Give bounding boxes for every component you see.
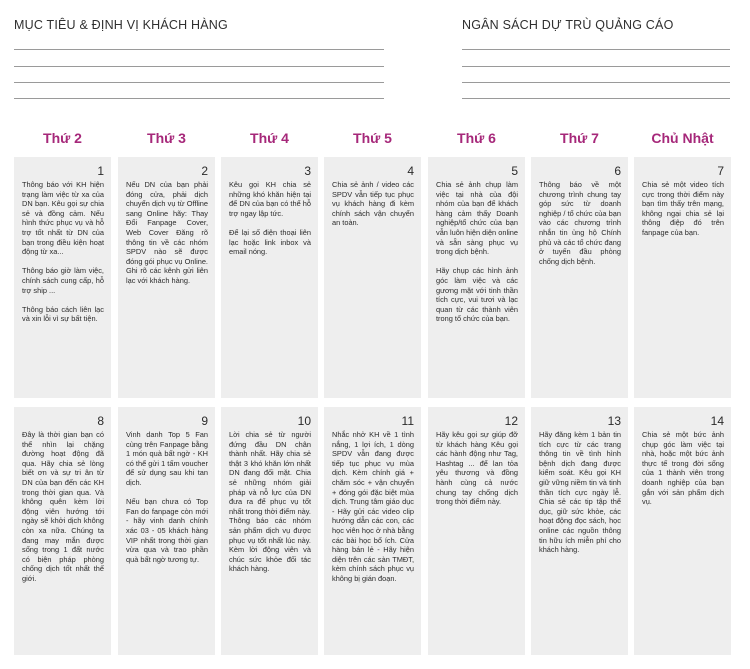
day-number: 1 [97, 164, 104, 178]
budget-line-4 [462, 98, 730, 99]
day-content: Vinh danh Top 5 Fan cùng trên Fanpage bằng 1 món quà bất ngờ - KH có thể gửi 1 tấm voucher để sử dụng sau khi tan dịch. Nếu bạn chưa có Top Fan do fanpage còn mới - hãy vinh danh chính xác 03 - 05 khách hàng VIP nhất trong thời gian vừa qua và trao phần quà bất ngờ tương tự. [126, 430, 208, 564]
day-cell [14, 407, 111, 655]
budget-line-1 [462, 49, 730, 50]
goals-line-3 [14, 82, 384, 83]
day-number: 9 [201, 414, 208, 428]
day-cell [324, 157, 421, 398]
day-content: Hãy đăng kèm 1 bản tin tích cực từ các trang thông tin về tình hình bệnh dịch đang được kiểm soát. Kêu gọi KH giữ vững niềm tin và tinh thần tích cực ngày lễ. Chia sẻ các tip tập thể dục, giữ sức khỏe, các hoạt động đọc sách, học online các nguồn thông tin hữu ích miễn phí cho khách hàng. [539, 430, 624, 555]
day-cell [428, 157, 525, 398]
day-cell [118, 407, 215, 655]
goals-line-1 [14, 49, 384, 50]
weekday-label-mon: Thứ 2 [43, 130, 82, 146]
weekday-label-thu: Thứ 5 [353, 130, 392, 146]
day-number: 2 [201, 164, 208, 178]
budget-line-3 [462, 82, 730, 83]
day-content: Chia sẻ một video tích cực trong thời điểm này bạn tìm thấy trên mạng, không ngại chia sẻ lại thông điệp đó trên fanpage của bạn. [642, 180, 727, 237]
weekday-label-fri: Thứ 6 [457, 130, 496, 146]
day-number: 13 [607, 414, 621, 428]
day-cell [221, 407, 318, 655]
day-number: 5 [511, 164, 518, 178]
day-content: Nếu DN của bạn phải đóng cửa, phải dịch chuyển dịch vụ từ Offline sang Online hãy: Thay Đổi Fanpage Cover, Web Cover Đăng rõ thông tin về các nhóm SPDV nào sẽ được đóng gói phục vụ Online. Ghi rõ các kênh gửi liên lạc với khách hàng. [126, 180, 211, 285]
day-content: Chia sẻ ảnh / video các SPDV vẫn tiếp tục phục vụ khách hàng đi kèm chính sách vận chuyển an toàn. [332, 180, 417, 228]
day-cell [634, 407, 731, 655]
day-number: 12 [504, 414, 518, 428]
day-content: Thông báo về một chương trình chung tay góp sức từ doanh nghiệp / tổ chức của bạn vào các chương trình nhắn tin ủng hộ Chính phủ và các tổ chức đang ở tuyến đầu phòng chống dịch bệnh. [539, 180, 624, 266]
weekday-label-sun: Chủ Nhật [651, 130, 714, 146]
day-cell [221, 157, 318, 398]
day-cell [324, 407, 421, 655]
day-content: Nhắc nhở KH về 1 tình nắng, 1 lợi ích, 1 dòng SPDV vẫn đang được tiếp tục phục vụ mùa dịch. Kèm chính giá + chăm sóc + vận chuyển + đóng gói đặc biệt mùa dịch. Trung tâm giáo dục - Hãy gửi các video clip hướng dẫn các con, các học viên học ở nhà bằng các bài học bổ ích. Cửa hàng bán lẻ - Hãy hiện diện trên các sàn TMĐT, kèm chính sách phục vụ không bị gián đoạn. [332, 430, 417, 583]
day-number: 3 [304, 164, 311, 178]
day-content: Chia sẻ một bức ảnh chụp góc làm việc tại nhà, hoặc một bức ảnh thực tế trong đời sống của 1 thành viên trong doanh nghiệp của bạn gắn với sản phẩm dịch vụ. [642, 430, 727, 507]
day-cell [428, 407, 525, 655]
day-number: 4 [407, 164, 414, 178]
goals-line-2 [14, 66, 384, 67]
day-number: 11 [401, 414, 414, 428]
day-content: Thông báo với KH hiện trạng làm việc từ xa của DN bạn. Kêu gọi sự chia sẻ và đồng cảm. Nếu hình thức phục vụ và hỗ trợ tốt nhất từ DN của bạn trong điều kiện hoạt động từ xa... Thông báo giờ làm việc, chính sách cung cấp, hỗ trợ ship ... Thông báo cách liên lạc và xin lỗi vì sự bất tiện. [22, 180, 104, 324]
day-cell [531, 407, 628, 655]
day-cell [118, 157, 215, 398]
day-number: 8 [97, 414, 104, 428]
weekday-label-sat: Thứ 7 [560, 130, 599, 146]
weekday-header-row [14, 130, 734, 146]
day-content: Chia sẻ ảnh chụp làm việc tại nhà của đội nhóm của bạn để khách hàng cảm thấy Doanh nghiệp/tổ chức của bạn vẫn luôn hiện diện online và sẵn sàng phục vụ trong dịch bệnh. Hãy chụp các hình ảnh góc làm việc và các gương mặt với tinh thần tích cực, vui tươi và lạc quan từ các thành viên trong tổ chức của bạn. [436, 180, 518, 324]
day-number: 14 [710, 414, 724, 428]
budget-heading: NGÂN SÁCH DỰ TRÙ QUẢNG CÁO [462, 18, 674, 32]
day-content: Hãy kêu gọi sự giúp đỡ từ khách hàng Kêu gọi các hành động như Tag, Hashtag ... để lan tỏa yêu thương và đồng hành cùng cả nước chung tay chống dịch trong thời điểm này. [436, 430, 521, 507]
weekday-label-wed: Thứ 4 [250, 130, 289, 146]
day-number: 7 [717, 164, 724, 178]
day-content: Lời chia sẻ từ người đứng đầu DN chân thành nhất. Hãy chia sẻ thật 3 khó khăn lớn nhất DN đang đối mặt. Chia sẻ những nhóm giải pháp và nỗ lực của DN đưa ra để phục vụ tốt nhất trong thời điểm này. Thông báo các nhóm sản phẩm dịch vụ được phục vụ tốt nhất lúc này. Kèm lời động viên và chúc sức khỏe đối tác khách hàng. [229, 430, 314, 574]
day-number: 6 [614, 164, 621, 178]
day-content: Kêu gọi KH chia sẻ những khó khăn hiện tại để DN của bạn có thể hỗ trợ ngay lập tức. Để lại số điện thoại liên lạc hoặc link inbox và email nóng. [229, 180, 311, 257]
day-content: Đây là thời gian bạn có thể nhìn lại chặng đường hoạt động đã qua. Hãy chia sẻ lòng biết ơn và sự tri ân từ DN của bạn đến các KH trong thời gian qua. Và không quên kèm lời động viên hướng tới ngày sẽ khởi dịch không còn xa nữa. Chúng ta đang may mắn được sống trong 1 đất nước có biện pháp phòng chống dịch tốt nhất thế giới. [22, 430, 107, 583]
goals-line-4 [14, 98, 384, 99]
day-number: 10 [297, 414, 311, 428]
day-cell [14, 157, 111, 398]
day-cell [634, 157, 731, 398]
weekday-label-tue: Thứ 3 [147, 130, 186, 146]
day-cell [531, 157, 628, 398]
budget-line-2 [462, 66, 730, 67]
goals-heading: MỤC TIÊU & ĐỊNH VỊ KHÁCH HÀNG [14, 18, 228, 32]
